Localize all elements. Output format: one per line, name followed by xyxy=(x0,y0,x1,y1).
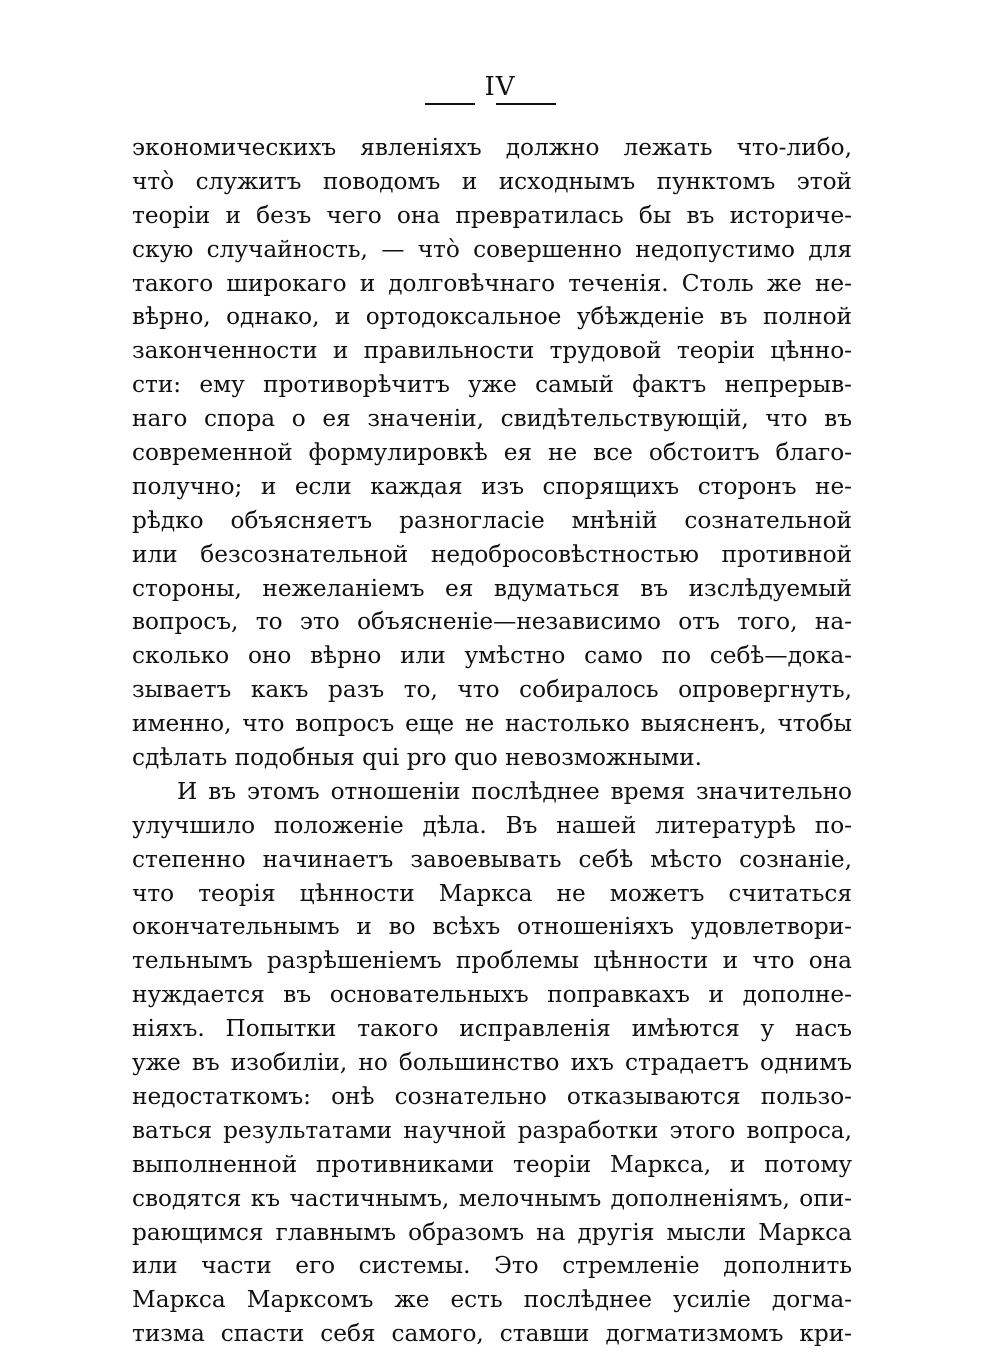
text-line: законченности и правильности трудовой теоріи цѣнно- xyxy=(132,337,852,365)
text-line: зываетъ какъ разъ то, что собиралось опровергнуть, xyxy=(132,676,852,704)
text-line: выполненной противниками теоріи Маркса, и потому xyxy=(132,1150,852,1178)
text-line: скую случайность, — что̀ совершенно недопустимо для xyxy=(132,235,852,263)
text-line: экономическихъ явленіяхъ должно лежать что-либо, xyxy=(132,134,852,161)
text-line: окончательнымъ и во всѣхъ отношеніяхъ удовлетвори- xyxy=(132,913,852,941)
text-line: что̀ служитъ поводомъ и исходнымъ пунктомъ этой xyxy=(132,167,852,195)
text-line: рающимся главнымъ образомъ на другія мысли Маркса xyxy=(132,1218,852,1246)
text-line: именно, что вопросъ еще не настолько выясненъ, чтобы xyxy=(132,710,852,738)
text-line: современной формулировкѣ ея не все обстоитъ благо- xyxy=(132,439,852,467)
text-line: стороны, нежеланіемъ ея вдуматься въ изслѣдуемый xyxy=(132,574,852,602)
header-rule-right xyxy=(496,103,556,105)
text-line: нуждается въ основательныхъ поправкахъ и дополне- xyxy=(132,981,852,1009)
text-line: тельнымъ разрѣшеніемъ проблемы цѣнности и что она xyxy=(132,947,852,975)
text-line: недостаткомъ: онѣ сознательно отказываются пользо- xyxy=(132,1082,852,1110)
text-line: степенно начинаетъ завоевывать себѣ мѣсто сознаніе, xyxy=(132,845,852,873)
text-line: сколько оно вѣрно или умѣстно само по себѣ—дока- xyxy=(132,642,852,670)
text-line: или безсознательной недобросовѣстностью противной xyxy=(132,540,852,568)
text-line: получно; и если каждая изъ спорящихъ сторонъ не- xyxy=(132,472,852,500)
header-rule-left xyxy=(425,103,475,105)
paragraph-1 xyxy=(132,131,852,775)
text-line: уже въ изобиліи, но большинство ихъ страдаетъ однимъ xyxy=(132,1049,852,1077)
paragraph-2 xyxy=(132,775,852,1351)
text-line: ніяхъ. Попытки такого исправленія имѣются у насъ xyxy=(132,1015,852,1043)
body-text xyxy=(132,131,852,1351)
text-line: наго спора о ея значеніи, свидѣтельствующій, что въ xyxy=(132,405,852,433)
text-line: вѣрно, однако, и ортодоксальное убѣжденіе въ полной xyxy=(132,303,852,331)
text-line: или части его системы. Это стремленіе дополнить xyxy=(132,1252,852,1280)
page-number: IV xyxy=(484,72,516,102)
text-line: такого широкаго и долговѣчнаго теченія. Столь же не- xyxy=(132,269,852,297)
text-line: теоріи и безъ чего она превратилась бы въ историче- xyxy=(132,201,852,229)
text-line: ваться результатами научной разработки этого вопроса, xyxy=(132,1116,852,1144)
text-line: сводятся къ частичнымъ, мелочнымъ дополненіямъ, опи- xyxy=(132,1184,852,1212)
text-line: тизма спасти себя самого, ставши догматизмомъ кри- xyxy=(132,1320,852,1348)
text-line: сдѣлать подобныя qui pro quo невозможными. xyxy=(132,744,703,772)
text-line: улучшило положеніе дѣла. Въ нашей литературѣ по- xyxy=(132,811,852,839)
text-line: вопросъ, то это объясненіе—независимо отъ того, на- xyxy=(132,608,852,636)
text-line: И въ этомъ отношеніи послѣднее время значительно xyxy=(177,777,852,805)
text-line: Маркса Марксомъ же есть послѣднее усиліе догма- xyxy=(132,1286,852,1314)
text-line: сти: ему противорѣчитъ уже самый фактъ непрерыв- xyxy=(132,371,852,399)
text-line: что теорія цѣнности Маркса не можетъ считаться xyxy=(132,879,852,907)
text-line: рѣдко объясняетъ разногласіе мнѣній сознательной xyxy=(132,506,852,534)
